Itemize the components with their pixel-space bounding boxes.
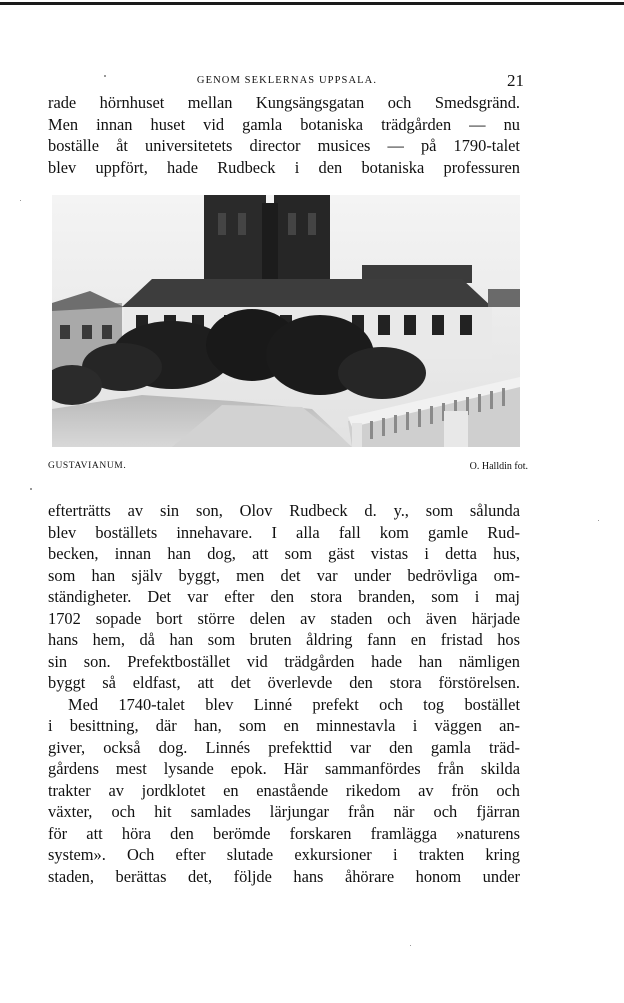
main-roof: [122, 279, 492, 307]
text-line: rade hörnhuset mellan Kungsängsgatan och Smedsgränd.: [48, 93, 520, 112]
text-line: sin son. Prefektbostället vid trädgården hade han nämligen: [48, 651, 520, 671]
text-line: blev uppfört, hade Rudbeck i den botaniska professuren: [48, 157, 520, 177]
distant-building: [488, 289, 520, 307]
paper-speck: [410, 945, 411, 946]
text-line: hans hem, då han som bruten åldring fann en fristad hos: [48, 630, 520, 649]
text-line: Men innan huset vid gamla botaniska trädgården — nu: [48, 114, 520, 134]
running-header: [48, 72, 526, 92]
paragraph-bottom: [48, 500, 520, 887]
text-line: staden, berättas det, följde hans åhörare honom under: [48, 866, 520, 886]
text-line: giver, också dog. Linnés prefekttid var den gamla träd-: [48, 737, 520, 757]
paragraph-top: [48, 92, 520, 178]
text-line: gårdens mest lysande epok. Här sammanfördes från skilda: [48, 759, 520, 778]
photo-caption: GUSTAVIANUM.: [48, 461, 127, 471]
top-border-rule: [0, 2, 624, 5]
page-number: 21: [507, 71, 524, 90]
paper-speck: [598, 520, 599, 521]
text-line: blev boställets innehavare. I alla fall kom gamle Rud-: [48, 522, 520, 542]
photo-illustration: [52, 195, 520, 447]
text-line: i besittning, där han, som en minnestavla i väggen an-: [48, 716, 520, 735]
text-line: efterträtts av sin son, Olov Rudbeck d. y., som sålunda: [48, 501, 520, 520]
photo-credit: O. Halldin fot.: [469, 461, 528, 472]
text-line: för att höra den berömde forskaren framlägga »naturens: [48, 823, 520, 843]
text-line: byggt så eldfast, att det överlevde den stora förstörelsen.: [48, 673, 520, 692]
paper-speck: [30, 488, 32, 490]
paper-speck: [104, 75, 106, 77]
text-line: trakter av jordklotet en enastående rikedom av frön och: [48, 780, 520, 800]
text-line: växter, och hit samlades lärjungar från när och fjärran: [48, 802, 520, 821]
text-line: som han själv byggt, men det var under bedrövliga om-: [48, 565, 520, 585]
paper-speck: [20, 200, 21, 201]
gustavianum-photo: [52, 195, 520, 447]
running-title: GENOM SEKLERNAS UPPSALA.: [196, 75, 378, 86]
text-line: system». Och efter slutade exkursioner i trakten kring: [48, 845, 520, 864]
text-line: becken, innan han dog, att som gäst vistas i detta hus,: [48, 544, 520, 563]
text-line: Med 1740-talet blev Linné prefekt och tog bostället: [68, 694, 520, 714]
text-line: ständigheter. Det var efter den stora branden, som i maj: [48, 587, 520, 606]
text-line: 1702 sopade bort större delen av staden och även härjade: [48, 608, 520, 628]
text-line: boställe åt universitetets director musices — på 1790-talet: [48, 136, 520, 155]
